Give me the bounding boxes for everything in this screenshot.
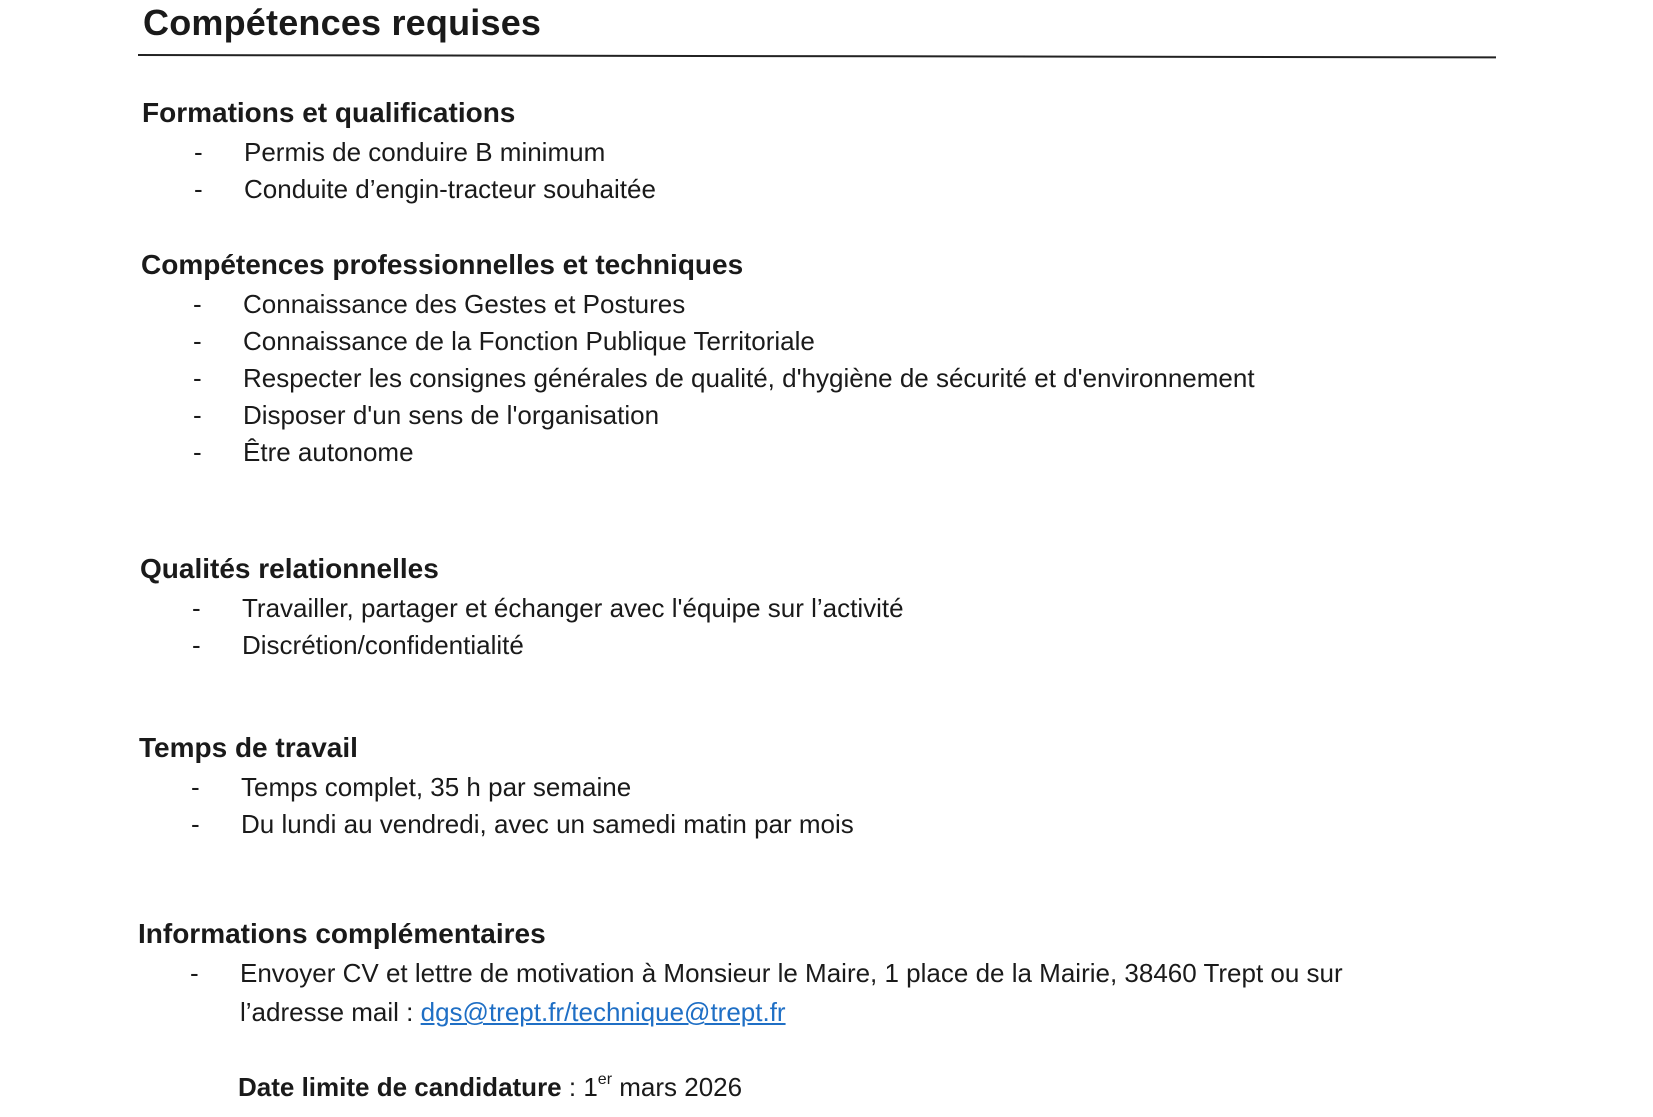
list-item-continuation <box>138 997 1343 1027</box>
application-deadline <box>238 1072 742 1102</box>
deadline-day: 1 <box>583 1072 598 1102</box>
deadline-ordinal: er <box>597 1071 613 1088</box>
list-item <box>142 174 656 204</box>
email-link[interactable]: dgs@trept.fr/technique@trept.fr <box>420 997 786 1027</box>
section-heading: Temps de travail <box>139 732 358 763</box>
bullet-dash: - <box>193 437 202 467</box>
bullet-dash: - <box>193 326 202 356</box>
list-item <box>141 437 1255 467</box>
list-item-text: Connaissance des Gestes et Postures <box>243 289 686 319</box>
bullet-dash: - <box>194 174 203 204</box>
section-qualites <box>140 552 904 660</box>
list-item <box>141 326 1255 356</box>
list-item <box>139 772 854 802</box>
section-heading: Compétences professionnelles et techniques <box>141 249 744 280</box>
list-item <box>138 958 1343 988</box>
bullet-dash: - <box>190 958 199 988</box>
email-prefix: l’adresse mail : <box>240 997 421 1027</box>
section-heading: Formations et qualifications <box>142 97 516 128</box>
bullet-dash: - <box>193 363 202 393</box>
section-formations <box>142 96 656 204</box>
bullet-dash: - <box>191 809 200 839</box>
deadline-label: Date limite de candidature <box>238 1072 562 1102</box>
bullet-dash: - <box>193 289 202 319</box>
bullet-dash: - <box>192 630 201 660</box>
bullet-dash: - <box>191 772 200 802</box>
deadline-rest: mars 2026 <box>612 1072 743 1102</box>
list-item-text: Connaissance de la Fonction Publique Territoriale <box>243 326 815 356</box>
list-item-text: Envoyer CV et lettre de motivation à Monsieur le Maire, 1 place de la Mairie, 38460 Trept ou sur <box>240 958 1343 988</box>
section-informations <box>138 917 1343 1027</box>
list-item-text: Temps complet, 35 h par semaine <box>241 772 632 802</box>
list-item <box>142 137 656 167</box>
list-item-text: Permis de conduire B minimum <box>244 137 606 167</box>
list-item-text: Discrétion/confidentialité <box>242 630 524 660</box>
section-heading: Informations complémentaires <box>138 918 546 949</box>
section-heading: Qualités relationnelles <box>140 553 439 584</box>
list-item <box>141 289 1255 319</box>
list-item <box>140 593 904 623</box>
page-title: Compétences requises <box>143 2 542 43</box>
list-item <box>141 400 1255 430</box>
list-item-text: Respecter les consignes générales de qualité, d'hygiène de sécurité et d'environnement <box>243 363 1255 393</box>
list-item <box>139 809 854 839</box>
section-competences <box>141 248 1255 467</box>
bullet-dash: - <box>193 400 202 430</box>
list-item-text: Travailler, partager et échanger avec l'équipe sur l’activité <box>242 593 904 623</box>
list-item-text: Disposer d'un sens de l'organisation <box>243 400 660 430</box>
bullet-dash: - <box>194 137 203 167</box>
title-divider <box>138 54 1496 58</box>
list-item-text: Être autonome <box>243 437 414 467</box>
deadline-separator: : <box>561 1072 584 1102</box>
list-item-text: Conduite d’engin-tracteur souhaitée <box>244 174 656 204</box>
list-item <box>141 363 1255 393</box>
bullet-dash: - <box>192 593 201 623</box>
list-item-text: Du lundi au vendredi, avec un samedi matin par mois <box>241 809 854 839</box>
section-temps <box>139 731 854 839</box>
list-item <box>140 630 904 660</box>
